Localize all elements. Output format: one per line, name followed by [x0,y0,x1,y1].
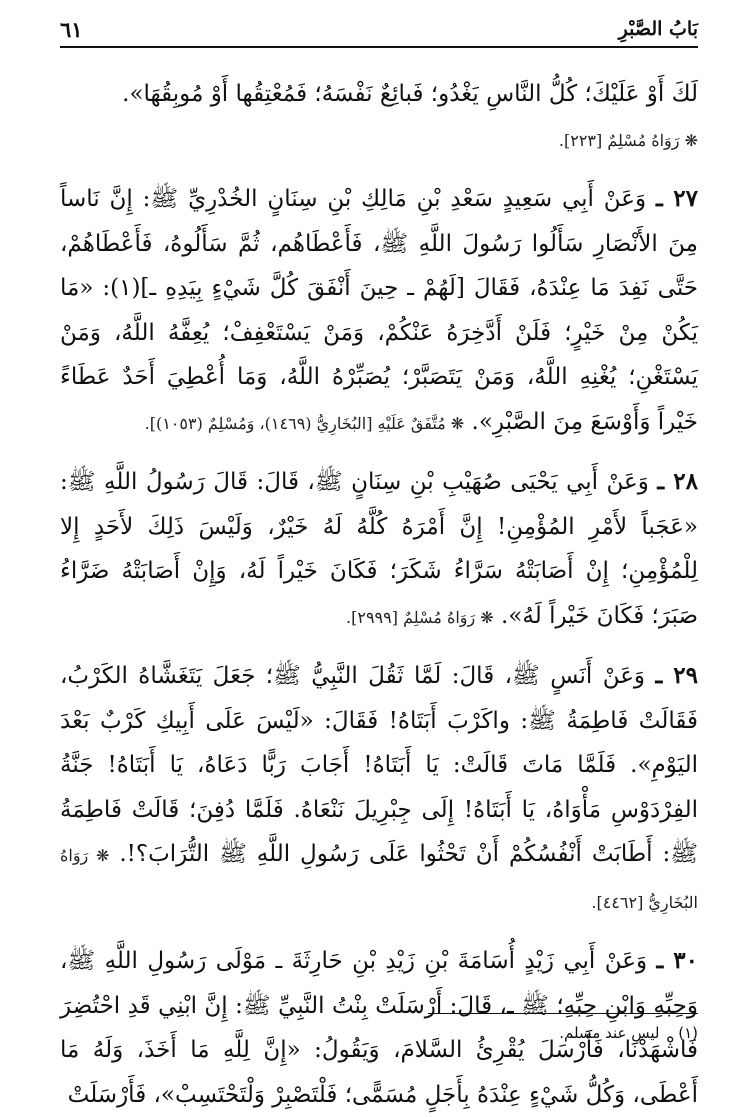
hadith-text: وَعَنْ أَنَسٍ ﷺ، قَالَ: لَمَّا ثَقُلَ النَّبِيُّ ﷺ؛ جَعَلَ يَتَغَشَّاهُ الكَرْبُ، فَقَالَتْ فَاطِمَةُ ﷺ: واكَرْبَ أَبَتَاهُ! فَقَالَ: «لَيْسَ عَلَى أَبِيكِ كَرْبٌ بَعْدَ اليَوْمِ». فَلَمَّا مَاتَ قَالَتْ: يَا أَبَتَاهُ! أَجَابَ رَبًّا دَعَاهُ، يَا أَبَتَاهُ! جَنَّةُ الفِرْدَوْسِ مَأْوَاهُ، يَا أَبَتَاهُ! إِلَى جِبْرِيلَ نَنْعَاهُ. فَلَمَّا دُفِنَ؛ قَالَتْ فَاطِمَةُ ﷺ: أَطَابَتْ أَنْفُسُكُمْ أَنْ تَحْثُوا عَلَى رَسُولِ اللَّهِ ﷺ التُّرَابَ؟!. [60,663,699,867]
hadith-source: ❋ رَوَاهُ مُسْلِمٌ [٢٢٣]. [558,130,698,150]
page-number: ٦١ [60,16,83,42]
hadith-28 [60,460,698,640]
hadith-number: ٣٠ ـ [656,947,699,974]
hadith-29 [60,654,698,925]
hadith-text: وَعَنْ أَبِي سَعِيدٍ سَعْدِ بْنِ مَالِكِ بْنِ سِنَانٍ الخُدْرِيِّ ﷺ: إِنَّ نَاساً مِنَ الأَنْصَارِ سَأَلُوا رَسُولَ اللَّهِ ﷺ، فَأَعْطَاهُم، ثُمَّ سَأَلُوهُ، فَأَعْطَاهُمْ، حَتَّى نَفِدَ مَا عِنْدَهُ، فَقَالَ [لَهُمْ ـ حِينَ أَنْفَقَ كُلَّ شَيْءٍ بِيَدِهِ ـ](١): «مَا يَكُنْ مِنْ خَيْرٍ؛ فَلَنْ أَدَّخِرَهُ عَنْكُمْ، وَمَنْ يَسْتَعْفِفْ؛ يُعِفَّهُ اللَّهُ، وَمَنْ يَسْتَغْنِ؛ يُغْنِهِ اللَّهُ، وَمَنْ يَتَصَبَّرْ؛ يُصَبِّرْهُ اللَّهُ، وَمَا أُعْطِيَ أَحَدٌ عَطَاءً خَيْراً وَأَوْسَعَ مِنَ الصَّبْرِ». [60,186,699,435]
hadith-text: وَعَنْ أَبِي يَحْيَى صُهَيْبِ بْنِ سِنَانٍ ﷺ، قَالَ: قَالَ رَسُولُ اللَّهِ ﷺ: «عَجَباً لأَمْرِ المُؤْمِنِ! إِنَّ أَمْرَهُ كُلَّهُ لَهُ خَيْرٌ، وَلَيْسَ ذَلِكَ لأَحَدٍ إِلا لِلْمُؤْمِنِ؛ إِنْ أَصَابَتْهُ سَرَّاءُ شَكَرَ؛ فَكَانَ خَيْراً لَهُ، وَإِنْ أَصَابَتْهُ ضَرَّاءُ صَبَرَ؛ فَكَانَ خَيْراً لَهُ». [60,469,698,629]
hadith-27 [60,177,698,446]
hadith-number: ٢٧ ـ [655,185,698,212]
hadith-source: ❋ رَوَاهُ مُسْلِمٌ [٢٩٩٩]. [346,607,494,627]
footnote-mark: (١) [678,1024,698,1042]
footnote-divider [428,1013,698,1014]
hadith-source: ❋ مُتَّفَقٌ عَلَيْهِ [البُخَارِيُّ (١٤٦٩)، وَمُسْلِمٌ (١٠٥٣)]. [144,413,465,433]
paragraph-continued [60,72,698,163]
page-header [60,12,698,48]
footnote-text: ليس عند مسلم. [559,1024,660,1042]
hadith-number: ٢٨ ـ [657,468,698,495]
footnote [559,1024,698,1042]
hadith-number: ٢٩ ـ [655,662,699,689]
chapter-title: بَابُ الصَّبْرِ [618,18,698,40]
hadith-source: ❋ رَوَاهُ البُخَارِيُّ [٤٤٦٢]. [60,846,698,912]
hadith-text: وَعَنْ أَبِي زَيْدٍ أُسَامَةَ بْنِ زَيْدِ بْنِ حَارِثَةَ ـ مَوْلَى رَسُولِ اللَّهِ ﷺ، وَحِبِّهِ وَابْنِ حِبِّهِ؛ ﷺ ـ، قَالَ: أَرْسَلَتْ بِنْتُ النَّبِيِّ ﷺ: إِنَّ ابْنِي قَدِ احْتُضِرَ فَاشْهَدْنَا، فَأَرْسَلَ يُقْرِئُ السَّلامَ، وَيَقُولُ: «إِنَّ لِلَّهِ مَا أَخَذَ، وَلَهُ مَا أَعْطَى، وَكُلُّ شَيْءٍ عِنْدَهُ بِأَجَلٍ مُسَمًّى؛ فَلْتَصْبِرْ وَلْتَحْتَسِبْ»، فَأَرْسَلَتْ [60,948,698,1108]
page-body [60,72,698,1117]
paragraph-text: لَكَ أَوْ عَلَيْكَ؛ كُلُّ النَّاسِ يَغْدُو؛ فَبائِعٌ نَفْسَهُ؛ فَمُعْتِقُها أَوْ مُوبِقُهَا». [122,81,698,107]
